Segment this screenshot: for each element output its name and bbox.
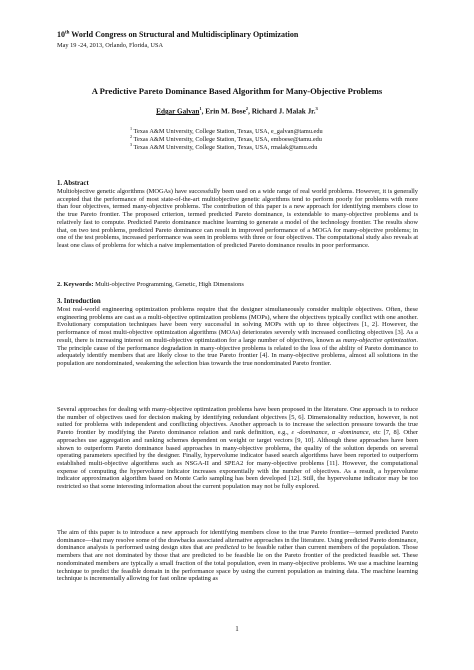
paper-title: A Predictive Pareto Dominance Based Algorithm for Many-Objective Problems	[91, 86, 383, 96]
author-list: Edgar Galvan$^1$, Erin M. Bose$^2$, Richard J. Malak Jr.$^3$	[156, 106, 318, 116]
page-number: 1	[235, 625, 239, 633]
affiliation: $^2$ Texas A&M University, College Station, Texas, USA, emboese@tamu.edu	[130, 134, 322, 144]
intro-paragraph-1: Most real-world engineering optimization problems require that the designer simultaneously consider multiple objectives. Often, these engineering problems are cast as a multi-objective optimization problems (MOPs), where the objectives typically conflict with one another. Evolutionary computation techniques have been very successful in solving MOPs with up to three objectives [1, 2]. However, the performance of most multi-objective optimization algorithms (MOAs) deteriorates severely with increased conflicting objectives [3]. As a result, there is increasing interest on multi-objective optimization for a large number of objectives, known as many-objective optimization. The principle cause of the performance degradation in many-objective problems is related to the loss of the ability of Pareto dominance to adequately identify members that are likely close to the true Pareto frontier [4]. In many-objective problems, almost all solutions in the population are nondominated, weakening the selection bias towards the true nondominated Pareto frontier.	[57, 306, 419, 368]
intro-paragraph-2: Several approaches for dealing with many-objective optimization problems have been proposed in the literature. One approach is to reduce the number of objectives used for decision making by identifying redundant objectives [5, 6]. Dimensionality reduction, however, is not suited for problems with independent and conflicting objectives. Another approach is to increase the selection pressure towards the true Pareto frontier by modifying the Pareto dominance relation and rank definition, e.g., ε -dominance, α -dominance, etc [7, 8]. Other approaches use aggregation and ranking schemes dependent on weight or target vectors [9, 10]. Although these approaches have been shown to outperform Pareto dominance based approaches in many-objective problems, the quality of the solution depends on several operating parameters specified by the designer. Finally, hypervolume indicator based search algorithms have been reported to outperform established multi-objective algorithms such as NSGA-II and SPEA2 for many-objective problems [11]. However, the computational expense of computing the hypervolume indicator increases exponentially with the number of objectives. As a result, a hypervolume indicator approximation algorithm based on Monte Carlo sampling has been developed [12]. Still, the hypervolume indicator may be too restricted so that some interesting information about the current population may not be fully explored.	[57, 406, 418, 491]
author-name: Edgar Galvan	[156, 107, 200, 116]
abstract-heading: 1. Abstract	[57, 180, 89, 187]
conference-title: 10th World Congress on Structural and Multidisciplinary Optimization	[57, 30, 299, 39]
intro-paragraph-3: The aim of this paper is to introduce a new approach for identifying members close to the true Pareto frontier—termed predicted Pareto dominance—that may resolve some of the drawbacks associated alternative approaches in the literature. Using predicted Pareto dominance, dominance analysis is performed using design sites that are predicted to be feasible rather than current members of the population. Those members that are not dominated by those that are predicted to be feasible lie on the Pareto frontier of the predicted feasible set. These nondominated members are typically a small fraction of the total population, even in many-objective problems. We use a machine learning technique to predict the feasible domain in the performance space by using the current population as training data. The machine learning technique is incrementally allowing for fast online updating as	[57, 529, 418, 583]
abstract-text: Multiobjective genetic algorithms (MOGAs) have successfully been used on a wide range of real world problems. However, it is generally accepted that the performance of most state-of-the-art multiobjective genetic algorithms tend to perform poorly for problems with more than four objectives, termed many-objective problems. The contribution of this paper is a new approach for identifying members close to the true Pareto frontier. The proposed criterion, termed predicted Pareto dominance, is extendable to many-objective problems and is relatively fast to compute. Predicted Pareto dominance machine learning to generate a model of the technology frontier. The results show that, on two test problems, predicted Pareto dominance can result in improved performance of a MOGA for many-objective problems; in one of the test problems, increased performance was seen in problems with three or four objectives. The computational study also reveals at least one class of problems for which a naive implementation of predicted Pareto dominance results in poor performance.	[57, 188, 418, 250]
author-name: Richard J. Malak Jr.	[251, 107, 316, 116]
introduction-heading: 3. Introduction	[57, 298, 101, 305]
author-name: Erin M. Bose	[205, 107, 246, 116]
keywords: 2. Keywords: Multi-objective Programming, Genetic, High Dimensions	[57, 281, 244, 288]
affiliation: $^1$ Texas A&M University, College Station, Texas, USA, e_galvan@tamu.edu	[130, 126, 323, 136]
affiliation: $^3$ Texas A&M University, College Station, Texas, USA, rmalak@tamu.edu	[130, 142, 318, 152]
conference-dates: May 19 -24, 2013, Orlando, Florida, USA	[57, 42, 163, 49]
